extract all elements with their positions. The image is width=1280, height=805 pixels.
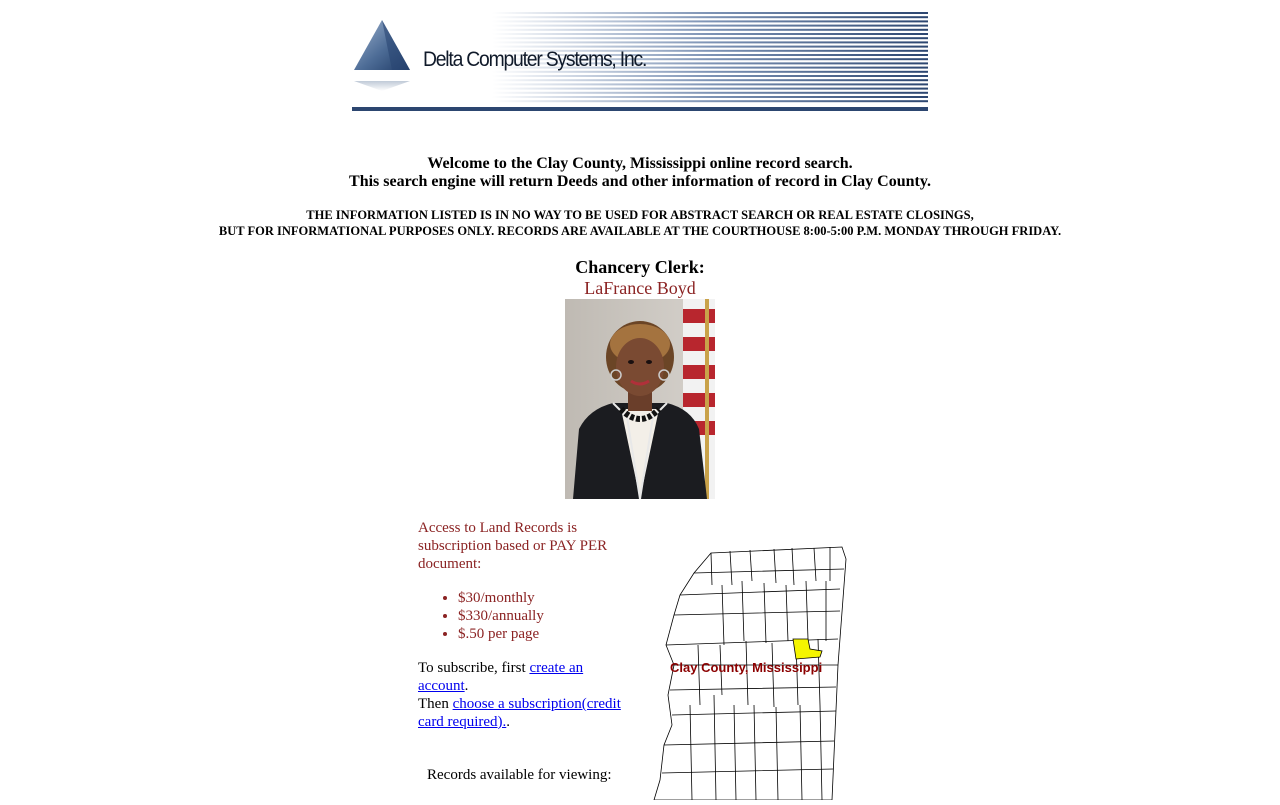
company-name: Delta Computer Systems, Inc. <box>423 48 647 71</box>
company-banner <box>352 10 928 111</box>
then-prefix: Then <box>418 696 453 712</box>
price-item-annually: • $330/annually <box>458 607 633 625</box>
disclaimer-line-2: BUT FOR INFORMATIONAL PURPOSES ONLY. RECORDS ARE AVAILABLE AT THE COURTHOUSE 8:00-5:00 P.M. MONDAY THROUGH FRIDAY. <box>218 224 1062 238</box>
period: . <box>506 714 511 730</box>
create-account-link[interactable]: create an account <box>418 660 584 694</box>
clerk-photo <box>565 299 715 499</box>
period: . <box>464 678 469 694</box>
clerk-title: Chancery Clerk: <box>575 257 705 277</box>
subscribe-prefix: To subscribe, first <box>418 660 530 676</box>
welcome-line-1: Welcome to the Clay County, Mississippi online record search. <box>427 155 853 172</box>
welcome-message <box>0 155 1280 191</box>
disclaimer-line-1: THE INFORMATION LISTED IS IN NO WAY TO BE USED FOR ABSTRACT SEARCH OR REAL ESTATE CLOSINGS, <box>306 208 974 222</box>
disclaimer <box>0 207 1280 239</box>
access-intro: Access to Land Records is subscription based or PAY PER document: <box>418 520 608 572</box>
price-list <box>418 589 633 643</box>
price-item-monthly: • $30/monthly <box>458 589 633 607</box>
choose-subscription-link[interactable]: choose a subscription(credit card required). <box>418 696 621 730</box>
map-county-label: Clay County, Mississippi <box>670 660 823 675</box>
price-item-per-page: • $.50 per page <box>458 625 633 643</box>
records-available-label: Records available for viewing: <box>427 767 612 783</box>
subscribe-instructions <box>418 659 633 731</box>
welcome-line-2: This search engine will return Deeds and other information of record in Clay County. <box>349 173 931 190</box>
access-info <box>418 519 633 731</box>
clerk-name: LaFrance Boyd <box>584 278 696 298</box>
